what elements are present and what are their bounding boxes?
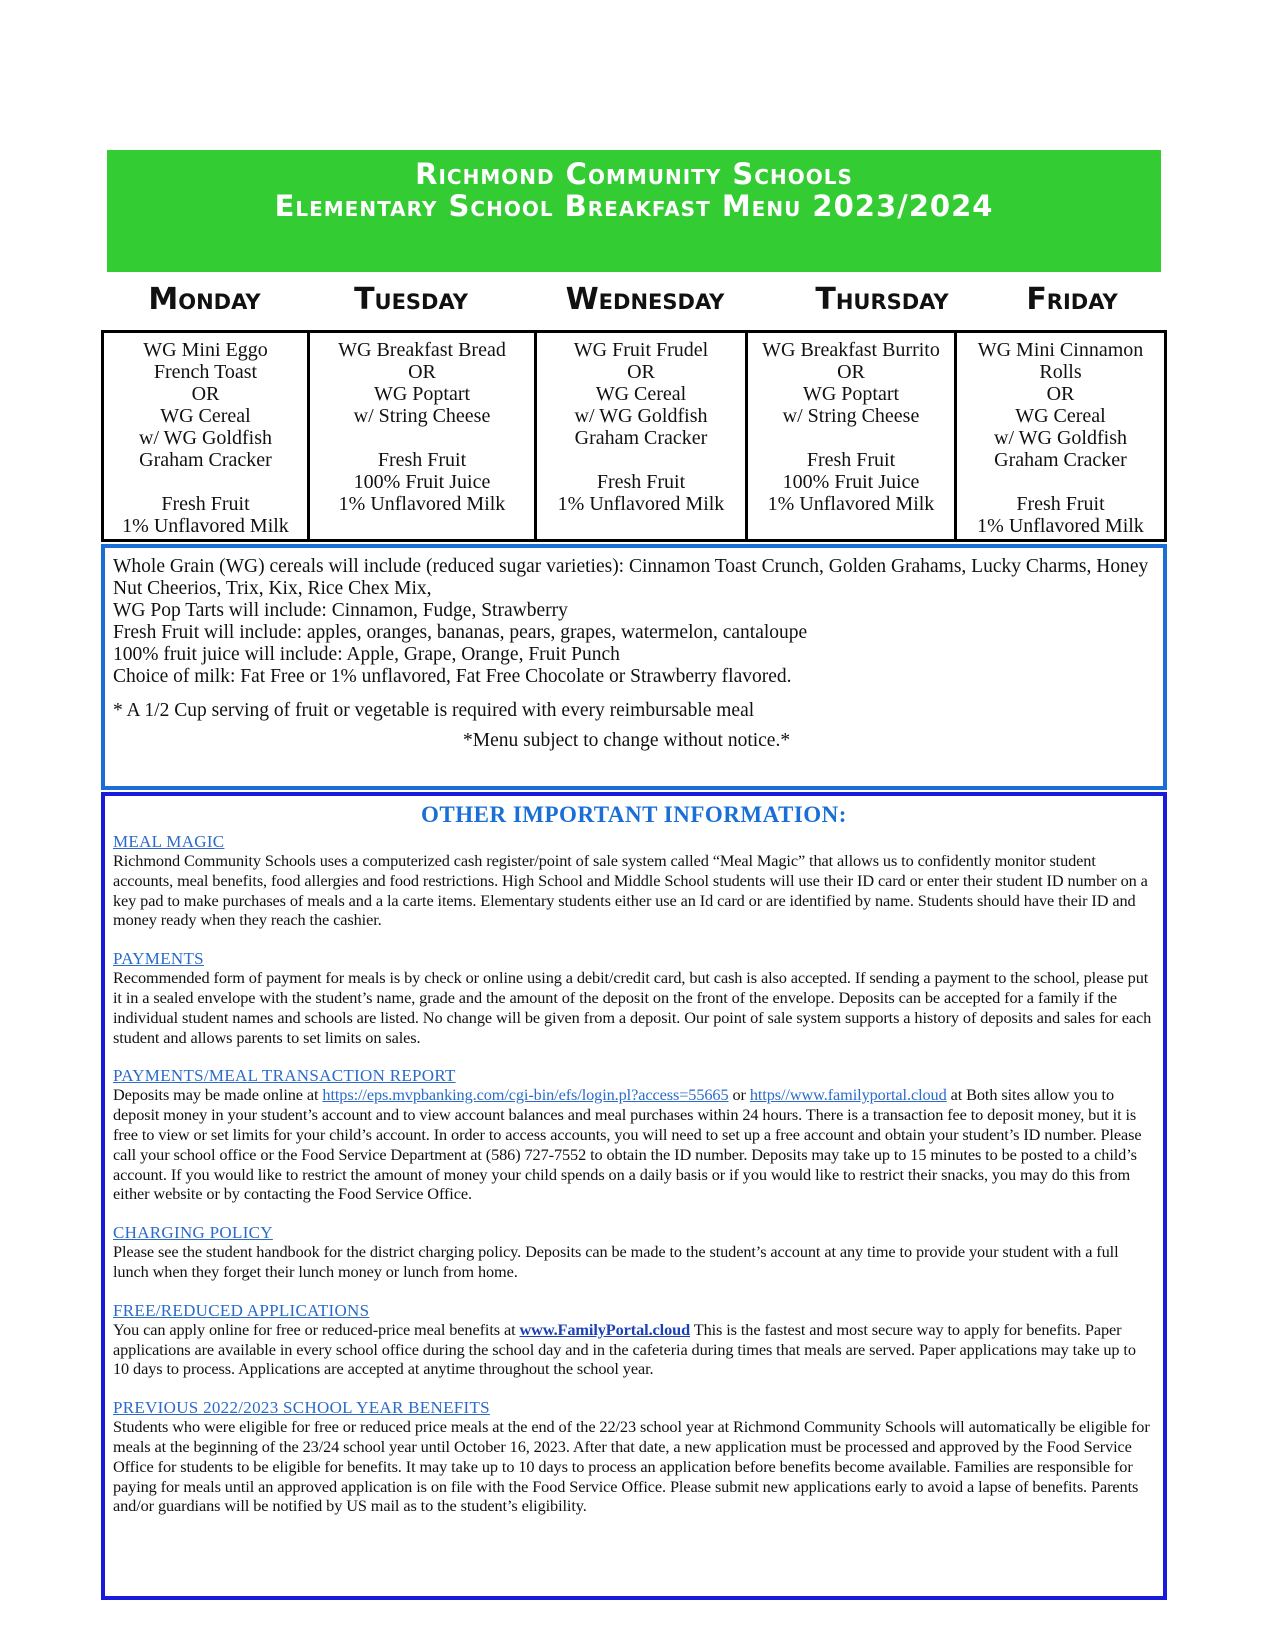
note-juice: 100% fruit juice will include: Apple, Grape, Orange, Fruit Punch xyxy=(113,644,620,665)
note-change: *Menu subject to change without notice.* xyxy=(463,730,791,751)
district-title: Richmond Community Schools xyxy=(415,157,853,191)
transaction-text-mid: or xyxy=(728,1085,750,1105)
heading-transaction-report: PAYMENTS/MEAL TRANSACTION REPORT xyxy=(113,1066,456,1086)
body-transaction-report xyxy=(113,1085,1155,1204)
note-fruit: Fresh Fruit will include: apples, oranges, bananas, pears, grapes, watermelon, cantaloupe xyxy=(113,622,808,643)
menu-cell-wednesday: WG Fruit Frudel OR WG Cereal w/ WG Goldfish Graham Cracker Fresh Fruit 1% Unflavored Milk xyxy=(537,333,748,539)
day-tuesday: Tuesday xyxy=(354,282,468,317)
free-reduced-text-post: This is the fastest and most secure way to apply for benefits. Paper applications are available in every school office during the school day and in the cafeteria during times that meals are served. Paper applications may take up to 10 days to process. Applications are accepted at anytime throughout the school year. xyxy=(113,1319,1136,1379)
menu-cell-thursday: WG Breakfast Burrito OR WG Poptart w/ String Cheese Fresh Fruit 100% Fruit Juice 1% Unflavored Milk xyxy=(748,333,957,539)
body-payments: Recommended form of payment for meals is by check or online using a debit/credit card, but cash is also accepted. If sending a payment to the school, please put it in a sealed envelope with the student’s name, grade and the amount of the deposit on the front of the envelope. Deposits can be accepted for a family if the individual student names and schools are listed. No change will be given from a deposit. Our point of sale system supports a history of deposits and sales for each student and allows parents to set limits on sales. xyxy=(113,968,1152,1047)
day-friday: Friday xyxy=(1026,282,1118,317)
free-reduced-text-pre: You can apply online for free or reduced-price meal benefits at xyxy=(113,1319,520,1339)
heading-charging-policy: CHARGING POLICY xyxy=(113,1223,273,1243)
menu-title: Elementary School Breakfast Menu 2023/2024 xyxy=(274,189,994,223)
info-title: OTHER IMPORTANT INFORMATION: xyxy=(421,802,847,827)
header-banner xyxy=(107,150,1161,272)
day-thursday: Thursday xyxy=(815,282,949,317)
section-charging-policy xyxy=(113,1223,1155,1282)
menu-notes xyxy=(101,544,1167,790)
section-payments xyxy=(113,949,1155,1047)
familyportal-bold-link[interactable]: www.FamilyPortal.cloud xyxy=(519,1319,691,1339)
body-charging-policy: Please see the student handbook for the district charging policy. Deposits can be made to the student’s account at any time to provide your student with a full lunch when they forget their lunch money or lunch from home. xyxy=(113,1242,1119,1281)
note-milk: Choice of milk: Fat Free or 1% unflavored, Fat Free Chocolate or Strawberry flavored. xyxy=(113,666,792,687)
note-cereals: Whole Grain (WG) cereals will include (reduced sugar varieties): Cinnamon Toast Crunch, Golden Grahams, Lucky Charms, Honey Nut Cheerios, Trix, Kix, Rice Chex Mix, xyxy=(113,556,1149,599)
section-meal-magic xyxy=(113,832,1155,930)
day-wednesday: Wednesday xyxy=(565,282,725,317)
menu-cell-monday: WG Mini Eggo French Toast OR WG Cereal w/ WG Goldfish Graham Cracker Fresh Fruit 1% Unflavored Milk xyxy=(104,333,310,539)
heading-free-reduced: FREE/REDUCED APPLICATIONS xyxy=(113,1300,370,1320)
weekday-headers xyxy=(102,282,1166,326)
heading-previous-benefits: PREVIOUS 2022/2023 SCHOOL YEAR BENEFITS xyxy=(113,1398,490,1418)
menu-cell-tuesday: WG Breakfast Bread OR WG Poptart w/ String Cheese Fresh Fruit 100% Fruit Juice 1% Unflavored Milk xyxy=(310,333,537,539)
section-transaction-report xyxy=(113,1066,1155,1204)
menu-table xyxy=(101,330,1167,542)
day-monday: Monday xyxy=(148,282,261,317)
note-requirement: * A 1/2 Cup serving of fruit or vegetable is required with every reimbursable meal xyxy=(113,700,755,721)
transaction-text-post: at Both sites allow you to deposit money in your student’s account and to view account balances and meal purchases within 24 hours. There is a transaction fee to deposit money, but it is free to view or set limits for your child’s account. In order to access accounts, you will need to set up a free account and obtain your student’s ID number. Please call your school office or the Food Service Department at (586) 727-7552 to obtain the ID number. Deposits may take up to 15 minutes to be posted to a child’s account. If you would like to restrict the amount of money your child spends on a daily basis or if you would like to restrict their snacks, you may do this from either website or by contacting the Food Service Office. xyxy=(113,1085,1142,1204)
heading-payments: PAYMENTS xyxy=(113,949,204,969)
body-meal-magic: Richmond Community Schools uses a computerized cash register/point of sale system called “Meal Magic” that allows us to confidently monitor student accounts, meal benefits, food allergies and food restrictions. High School and Middle School students will use their ID card or enter their student ID number on a key pad to make purchases of meals and a la carte items. Elementary students either use an Id card or are identified by name. Students should have their ID and money ready when they reach the cashier. xyxy=(113,851,1148,930)
section-previous-benefits xyxy=(113,1398,1155,1516)
section-free-reduced xyxy=(113,1301,1155,1379)
mvpbanking-link[interactable]: https://eps.mvpbanking.com/cgi-bin/efs/login.pl?access=55665 xyxy=(322,1085,729,1105)
important-info-box xyxy=(101,792,1167,1600)
menu-cell-friday: WG Mini Cinnamon Rolls OR WG Cereal w/ WG Goldfish Graham Cracker Fresh Fruit 1% Unflavored Milk xyxy=(977,339,1144,537)
body-previous-benefits: Students who were eligible for free or reduced price meals at the end of the 22/23 school year at Richmond Community Schools will automatically be eligible for meals at the beginning of the 23/24 school year until October 16, 2023. After that date, a new application must be processed and approved by the Food Service Office for students to be eligible for benefits. It may take up to 10 days to process an application before benefits become available. Families are responsible for paying for meals until an approved application is on file with the Food Service Office. Please submit new applications early to avoid a lapse of benefits. Parents and/or guardians will be notified by US mail as to the student’s eligibility. xyxy=(113,1417,1150,1516)
note-poptarts: WG Pop Tarts will include: Cinnamon, Fudge, Strawberry xyxy=(113,600,568,621)
heading-meal-magic: MEAL MAGIC xyxy=(113,832,225,851)
body-free-reduced xyxy=(113,1320,1155,1379)
transaction-text-pre: Deposits may be made online at xyxy=(113,1085,323,1105)
familyportal-link[interactable]: https//www.familyportal.cloud xyxy=(749,1085,947,1105)
